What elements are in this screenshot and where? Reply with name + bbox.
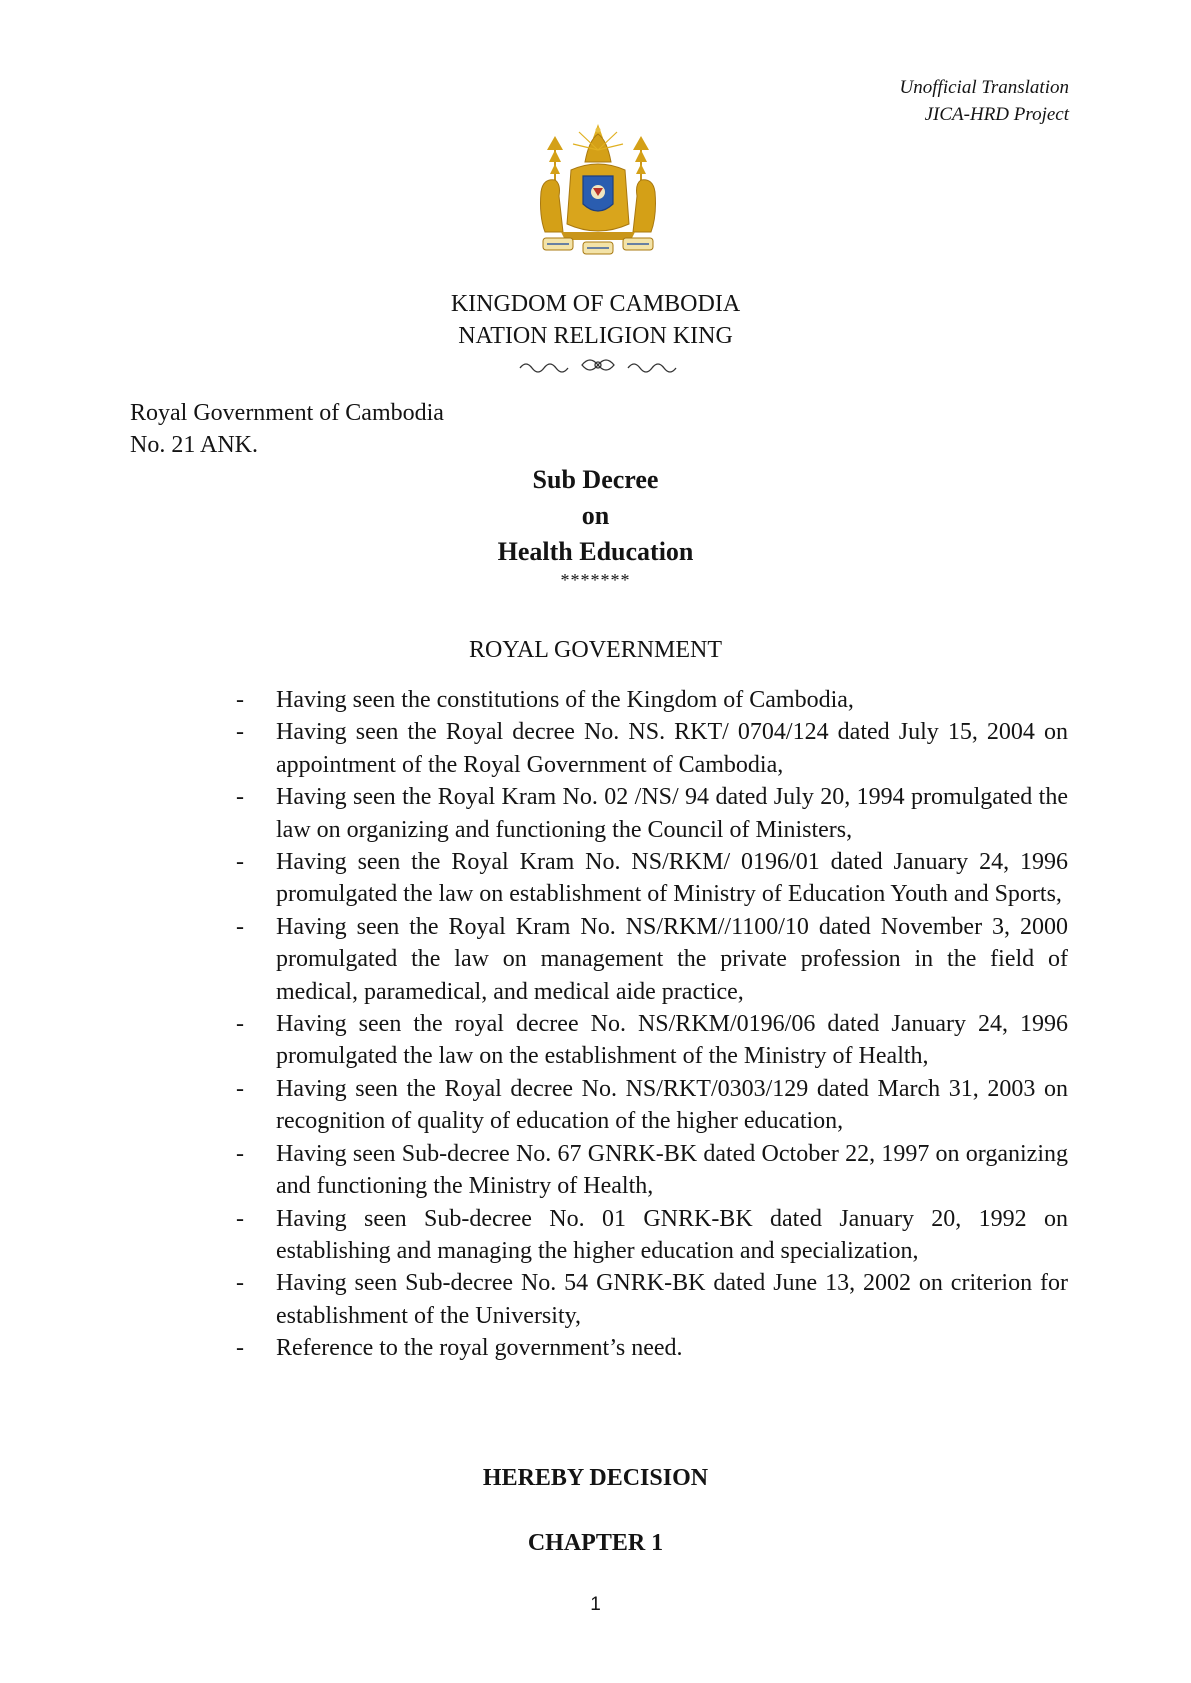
decree-number: No. 21 ANK. xyxy=(130,432,259,458)
list-dash: - xyxy=(236,719,244,746)
title-line-3: Health Education xyxy=(497,537,694,566)
list-item xyxy=(236,684,1068,716)
list-item-text: Reference to the royal government’s need. xyxy=(276,1335,683,1362)
issuer-block xyxy=(130,397,444,461)
list-dash: - xyxy=(236,1335,244,1362)
decision-heading: HEREBY DECISION xyxy=(482,1465,709,1491)
translation-note: Unofficial Translation xyxy=(899,77,1069,98)
list-item xyxy=(236,1008,1068,1073)
list-item-text: Having seen the Royal Kram No. 02 /NS/ 94 dated July 20, 1994 promulgated the law on organizing and functioning the Council of Ministers, xyxy=(276,784,1068,843)
list-dash: - xyxy=(236,1075,244,1102)
list-item-text: Having seen Sub-decree No. 01 GNRK-BK dated January 20, 1992 on establishing and managing the higher education and specialization, xyxy=(276,1205,1068,1264)
list-dash: - xyxy=(236,849,244,876)
list-item-text: Having seen the constitutions of the Kingdom of Cambodia, xyxy=(276,687,854,713)
list-item-text: Having seen Sub-decree No. 54 GNRK-BK dated June 13, 2002 on criterion for establishment of the University, xyxy=(276,1270,1068,1329)
list-dash: - xyxy=(236,687,244,713)
kingdom-motto: NATION RELIGION KING xyxy=(458,323,733,349)
list-dash: - xyxy=(236,784,244,811)
considerations-list xyxy=(236,684,1068,1365)
list-item xyxy=(236,1267,1068,1332)
list-dash: - xyxy=(236,1270,244,1297)
ornament-divider-icon xyxy=(516,354,680,376)
issuer-name: Royal Government of Cambodia xyxy=(130,400,444,426)
title-line-1: Sub Decree xyxy=(532,465,659,494)
list-item-text: Having seen Sub-decree No. 67 GNRK-BK dated October 22, 1997 on organizing and functioning the Ministry of Health, xyxy=(276,1140,1068,1200)
list-item xyxy=(236,781,1068,846)
page-number: 1 xyxy=(590,1594,601,1615)
document-title xyxy=(0,462,1191,570)
kingdom-heading xyxy=(0,288,1191,352)
project-name: JICA-HRD Project xyxy=(924,104,1069,125)
list-dash: - xyxy=(236,1205,244,1232)
list-item-text: Having seen the Royal decree No. NS. RKT/ 0704/124 dated July 15, 2004 on appointment of the Royal Government of Cambodia, xyxy=(276,719,1068,778)
title-separator: ******* xyxy=(560,570,631,590)
list-item xyxy=(236,716,1068,781)
kingdom-title: KINGDOM OF CAMBODIA xyxy=(450,291,741,317)
royal-government-heading: ROYAL GOVERNMENT xyxy=(468,637,723,663)
list-item-text: Having seen the Royal Kram No. NS/RKM//1100/10 dated November 3, 2000 promulgated the law on management the private profession in the field of medical, paramedical, and medical aide practice, xyxy=(276,913,1068,1005)
list-item xyxy=(236,1332,1068,1364)
list-item xyxy=(236,1138,1068,1203)
chapter-heading: CHAPTER 1 xyxy=(527,1530,664,1556)
list-dash: - xyxy=(236,1011,244,1038)
list-dash: - xyxy=(236,913,244,940)
list-item-text: Having seen the royal decree No. NS/RKM/0196/06 dated January 24, 1996 promulgated the law on the establishment of the Ministry of Health, xyxy=(276,1011,1068,1070)
list-item xyxy=(236,911,1068,1008)
list-dash: - xyxy=(236,1140,244,1167)
list-item xyxy=(236,1073,1068,1138)
list-item-text: Having seen the Royal Kram No. NS/RKM/ 0196/01 dated January 24, 1996 promulgated the law on establishment of Ministry of Education Youth and Sports, xyxy=(276,849,1068,908)
header-note xyxy=(900,74,1069,128)
list-item-text: Having seen the Royal decree No. NS/RKT/0303/129 dated March 31, 2003 on recognition of quality of education of the higher education, xyxy=(276,1075,1068,1135)
list-item xyxy=(236,846,1068,911)
royal-coat-of-arms-icon xyxy=(533,120,663,260)
list-item xyxy=(236,1203,1068,1268)
title-line-2: on xyxy=(581,501,610,530)
